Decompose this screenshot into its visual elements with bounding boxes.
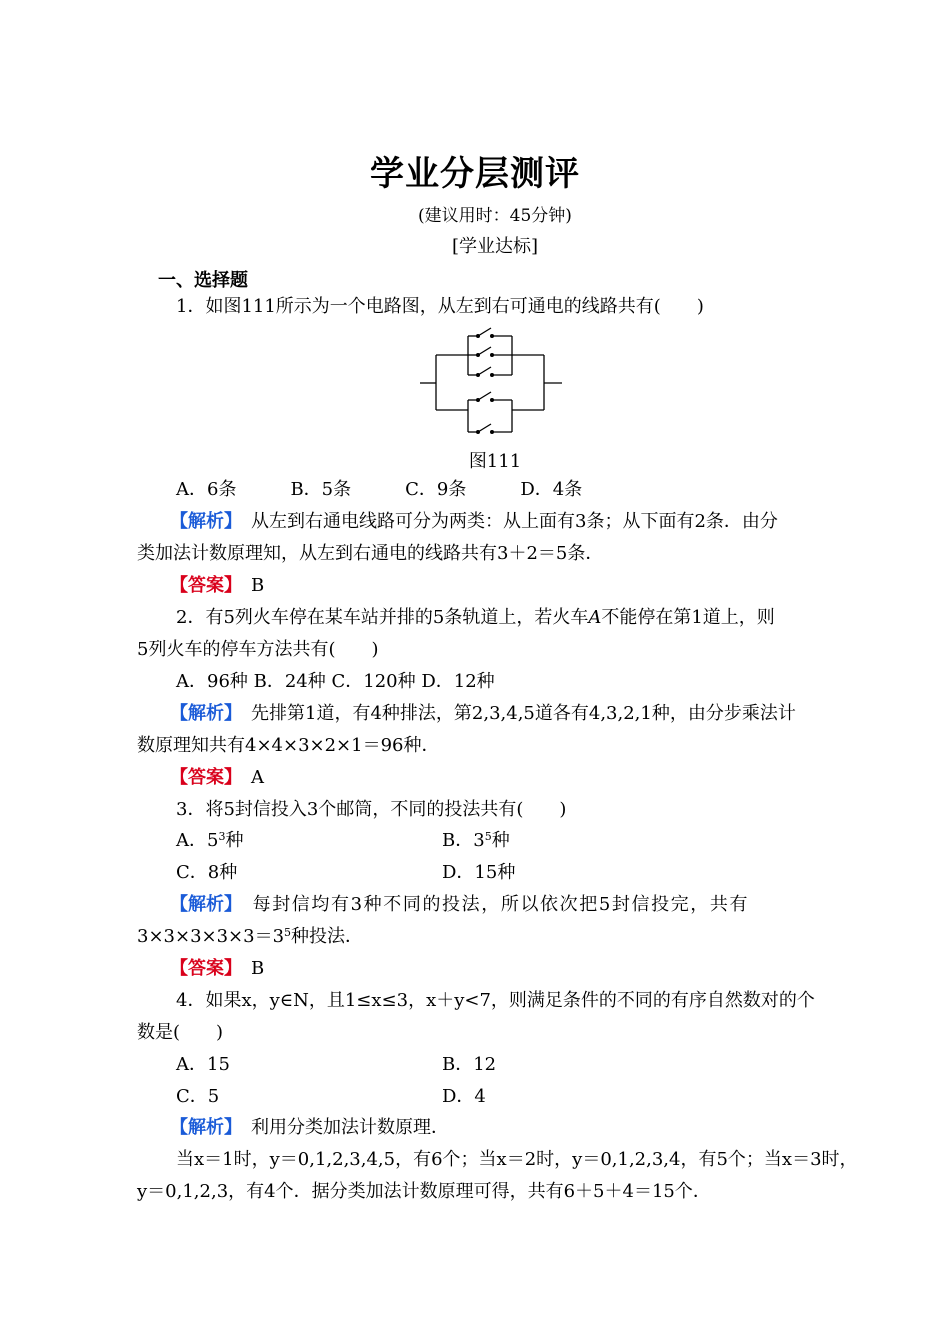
option-text: 种 — [491, 830, 510, 851]
q2-stem-line-2: 5列火车的停车方法共有( ) — [137, 639, 379, 660]
figure-caption: 图111 — [468, 451, 522, 472]
q2-analysis-line-2: 数原理知共有4×4×3×2×1＝96种． — [137, 735, 440, 756]
answer-tag: 【答案】 — [170, 767, 233, 788]
q2-analysis-line-1 — [170, 702, 796, 726]
q4-stem-line-2: 数是( ) — [137, 1022, 224, 1043]
analysis-text: 从左到右通电线路可分为两类：从上面有3条；从下面有2条．由分 — [233, 511, 778, 532]
q3-option-a — [176, 829, 243, 853]
analysis-tag: 【解析】 — [170, 703, 233, 724]
q2-options: A．96种 B．24种 C．120种 D．12种 — [176, 671, 495, 692]
analysis-text: 先排第1道，有4种排法，第2,3,4,5道各有4,3,2,1种，由分步乘法计 — [233, 703, 796, 724]
analysis-text: 3×3×3×3×3＝3 — [137, 926, 285, 947]
answer-tag: 【答案】 — [170, 575, 233, 596]
circuit-diagram — [420, 326, 570, 442]
q4-option-d: D．4 — [442, 1086, 486, 1107]
q4-stem-line-1: 4．如果x，y∈N，且1≤x≤3，x＋y<7，则满足条件的不同的有序自然数对的个 — [176, 990, 815, 1011]
q2-stem-text: 2．有5列火车停在某车站并排的5条轨道上，若火车 — [176, 607, 589, 628]
q2-stem-text: 不能停在第1道上，则 — [601, 607, 775, 628]
q3-option-b — [442, 829, 510, 853]
q2-variable: A — [588, 607, 602, 628]
answer-value: A — [233, 767, 264, 788]
answer-tag: 【答案】 — [170, 958, 233, 979]
option-text: A．5 — [176, 830, 219, 851]
section-tag: [学业达标] — [451, 236, 539, 257]
q4-analysis-line-3: y＝0,1,2,3，有4个．据分类加法计数原理可得，共有6＋5＋4＝15个． — [137, 1181, 711, 1202]
time-suggestion: (建议用时：45分钟) — [418, 206, 572, 226]
option-text: 种 — [225, 830, 244, 851]
q3-stem: 3．将5封信投入3个邮筒，不同的投法共有( ) — [176, 799, 567, 820]
q3-analysis-line-2 — [137, 925, 363, 949]
q4-analysis-line-1 — [170, 1116, 449, 1140]
page-title: 学业分层测评 — [370, 154, 580, 194]
q4-analysis-line-2: 当x＝1时，y＝0,1,2,3,4,5，有6个；当x＝2时，y＝0,1,2,3,4，有5个；当x＝3时， — [176, 1149, 858, 1170]
q3-analysis-line-1 — [170, 893, 749, 917]
section-heading: 一、选择题 — [158, 270, 248, 291]
q3-option-c: C．8种 — [176, 862, 238, 883]
analysis-tag: 【解析】 — [170, 1117, 233, 1138]
exponent: 5 — [484, 830, 492, 843]
option-text: B．3 — [442, 830, 485, 851]
q4-option-a: A．15 — [176, 1054, 230, 1075]
exponent: 5 — [284, 926, 292, 939]
q3-option-d: D．15种 — [442, 862, 516, 883]
q4-option-c: C．5 — [176, 1086, 220, 1107]
q1-analysis-line-1 — [170, 510, 778, 534]
q4-option-b: B．12 — [442, 1054, 497, 1075]
q2-answer — [170, 766, 264, 790]
q1-options: A．6条 B．5条 C．9条 D．4条 — [176, 479, 583, 500]
q2-stem-line-1 — [176, 606, 775, 630]
exponent: 3 — [218, 830, 226, 843]
q1-stem: 1．如图111所示为一个电路图，从左到右可通电的线路共有( ) — [176, 296, 704, 317]
answer-value: B — [233, 575, 265, 596]
q3-answer — [170, 957, 264, 981]
q1-analysis-line-2: 类加法计数原理知，从左到右通电的线路共有3＋2＝5条． — [137, 543, 604, 564]
analysis-text: 利用分类加法计数原理． — [233, 1117, 449, 1138]
analysis-text: 种投法． — [291, 926, 364, 947]
analysis-tag: 【解析】 — [170, 894, 233, 915]
analysis-text: 每封信均有3种不同的投法，所以依次把5封信投完，共有 — [233, 894, 750, 915]
q1-answer — [170, 574, 264, 598]
analysis-tag: 【解析】 — [170, 511, 233, 532]
answer-value: B — [233, 958, 265, 979]
